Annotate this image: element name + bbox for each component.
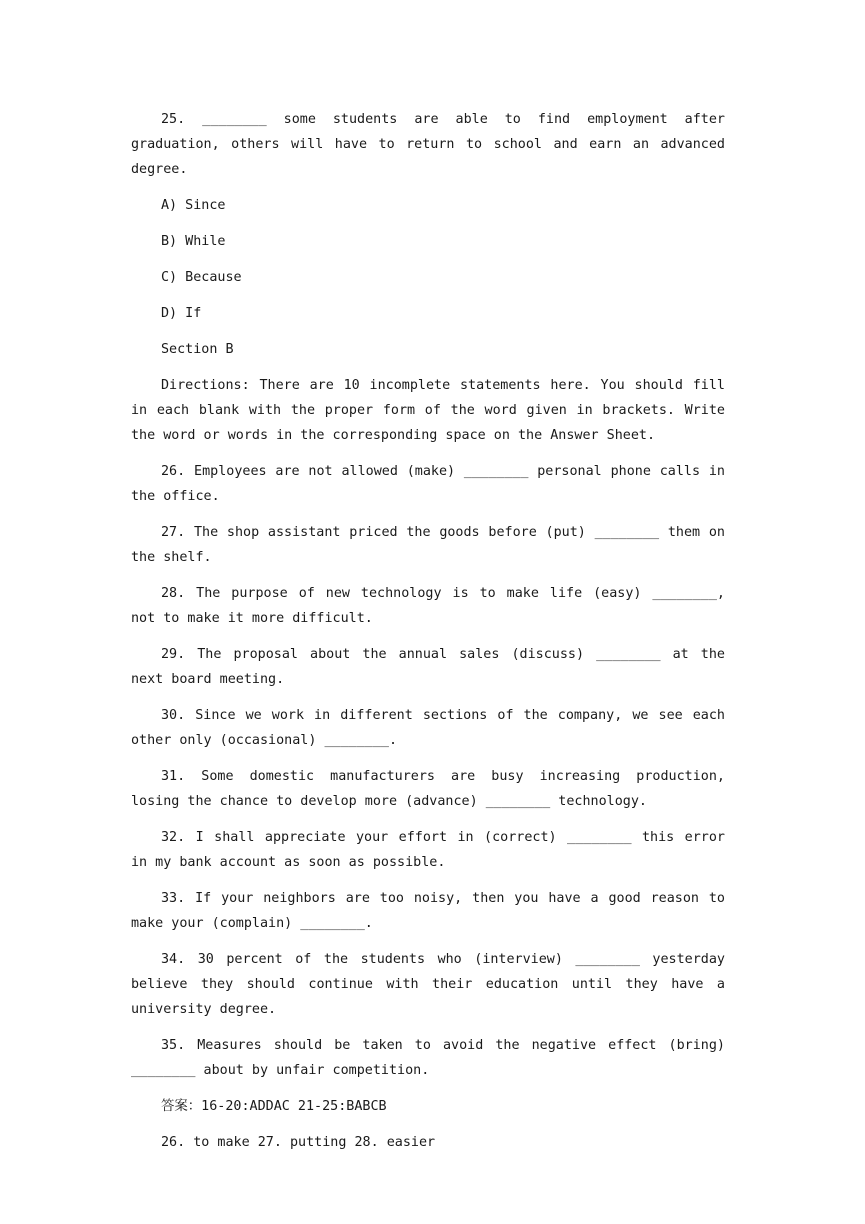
- question-33: 33. If your neighbors are too noisy, then you have a good reason to make your (complain) ________.: [131, 891, 725, 931]
- question-31: 31. Some domestic manufacturers are busy increasing production, losing the chance to develop more (advance) ________ technology.: [131, 769, 725, 809]
- question-27: 27. The shop assistant priced the goods before (put) ________ them on the shelf.: [131, 525, 725, 565]
- question-29: 29. The proposal about the annual sales (discuss) ________ at the next board meeting.: [131, 647, 725, 687]
- question-35: 35. Measures should be taken to avoid the negative effect (bring) ________ about by unfair competition.: [131, 1038, 725, 1078]
- section-heading: Section B: [161, 342, 234, 357]
- option-a: A) Since: [161, 198, 226, 213]
- question-25-stem: 25. ________ some students are able to find employment after graduation, others will have to return to school and earn an advanced degree.: [131, 112, 725, 177]
- option-b: B) While: [161, 234, 226, 249]
- document-page: [131, 107, 725, 1166]
- option-c: C) Because: [161, 270, 242, 285]
- question-26: 26. Employees are not allowed (make) ________ personal phone calls in the office.: [131, 464, 725, 504]
- directions-text: Directions: There are 10 incomplete statements here. You should fill in each blank with the proper form of the word given in brackets. Write the word or words in the corresponding space on the Answer Sheet.: [131, 378, 725, 443]
- answer-key-line-2: 26. to make 27. putting 28. easier: [161, 1135, 436, 1150]
- answer-key-line-1: 答案：16-20:ADDAC 21-25:BABCB: [161, 1099, 387, 1114]
- question-34: 34. 30 percent of the students who (interview) ________ yesterday believe they should continue with their education until they have a university degree.: [131, 952, 725, 1017]
- question-32: 32. I shall appreciate your effort in (correct) ________ this error in my bank account as soon as possible.: [131, 830, 725, 870]
- question-30: 30. Since we work in different sections of the company, we see each other only (occasional) ________.: [131, 708, 725, 748]
- question-28: 28. The purpose of new technology is to make life (easy) ________, not to make it more difficult.: [131, 586, 725, 626]
- option-d: D) If: [161, 306, 202, 321]
